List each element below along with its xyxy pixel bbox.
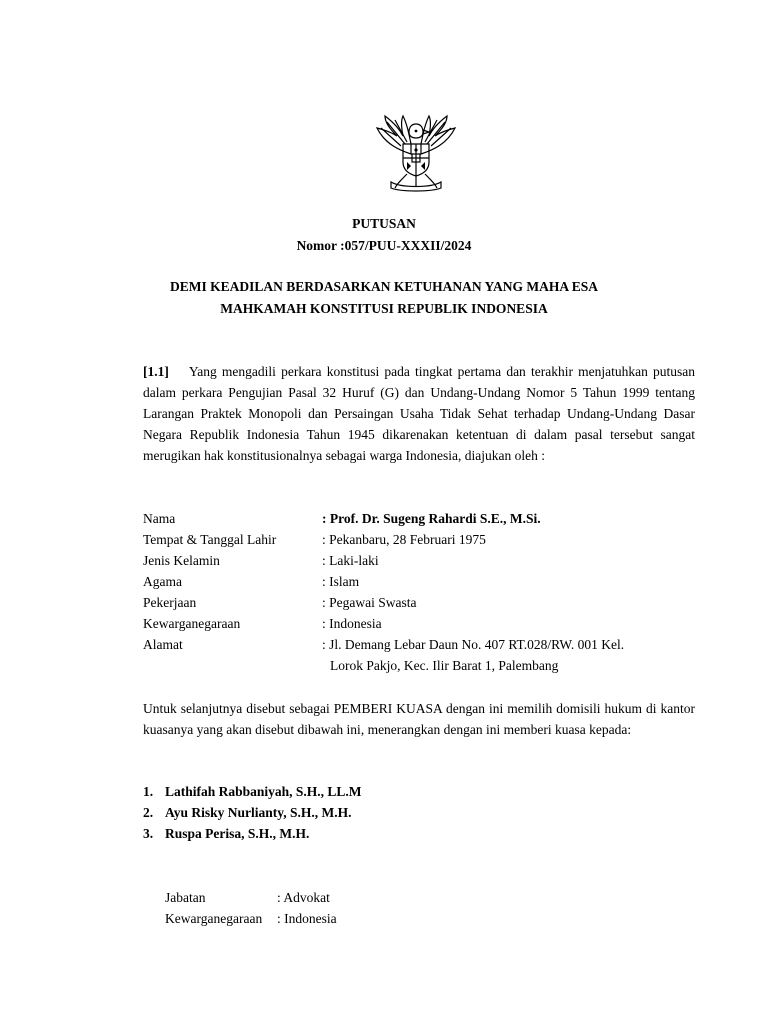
identity-value-alamat: : Jl. Demang Lebar Daun No. 407 RT.028/RW. 001 Kel.	[322, 637, 625, 652]
identity-value-agama: : Islam	[322, 574, 360, 589]
identity-label-alamat: Alamat	[143, 637, 183, 652]
identity-value-jenis-kelamin: : Laki-laki	[322, 553, 379, 568]
attorney-info-value-kewarganegaraan: : Indonesia	[277, 911, 337, 926]
identity-label-nama: Nama	[143, 511, 176, 526]
attorney-name: Ruspa Perisa, S.H., M.H.	[165, 826, 310, 841]
attorney-name: Lathifah Rabbaniyah, S.H., LL.M	[165, 784, 362, 799]
document-number: Nomor :057/PUU-XXXII/2024	[296, 238, 472, 253]
identity-label-kewarganegaraan: Kewarganegaraan	[143, 616, 241, 631]
header-line-1: DEMI KEADILAN BERDASARKAN KETUHANAN YANG MAHA ESA	[169, 279, 599, 294]
identity-value-alamat-line2: Lorok Pakjo, Kec. Ilir Barat 1, Palembang	[330, 658, 559, 673]
identity-label-jenis-kelamin: Jenis Kelamin	[143, 553, 220, 568]
document-title: PUTUSAN	[352, 216, 416, 231]
identity-label-agama: Agama	[143, 574, 182, 589]
attorney-name: Ayu Risky Nurlianty, S.H., M.H.	[165, 805, 352, 820]
identity-value-nama: : Prof. Dr. Sugeng Rahardi S.E., M.Si.	[322, 511, 541, 526]
identity-label-ttl: Tempat & Tanggal Lahir	[143, 532, 277, 547]
identity-value-kewarganegaraan: : Indonesia	[322, 616, 382, 631]
attorney-info-label-jabatan: Jabatan	[165, 890, 206, 905]
attorney-number: 3.	[143, 826, 154, 841]
attorney-info-value-jabatan: : Advokat	[277, 890, 330, 905]
intro-paragraph	[143, 361, 695, 466]
identity-value-pekerjaan: : Pegawai Swasta	[322, 595, 417, 610]
kuasa-paragraph: Untuk selanjutnya disebut sebagai PEMBERI KUASA dengan ini memilih domisili hukum di kantor kuasanya yang akan disebut dibawah ini, menerangkan dengan ini memberi kuasa kepada:	[143, 701, 695, 737]
header-line-2: MAHKAMAH KONSTITUSI REPUBLIK INDONESIA	[220, 301, 548, 316]
identity-value-ttl: : Pekanbaru, 28 Februari 1975	[322, 532, 486, 547]
identity-label-pekerjaan: Pekerjaan	[143, 595, 197, 610]
garuda-emblem-icon	[371, 114, 461, 192]
paragraph-tag: [1.1]	[143, 364, 169, 379]
attorney-number: 2.	[143, 805, 154, 820]
intro-text: Yang mengadili perkara konstitusi pada tingkat pertama dan terakhir menjatuhkan putusan dalam perkara Pengujian Pasal 32 Huruf (G) dan Undang-Undang Nomor 5 Tahun 1999 tentang Larangan Praktek Monopoli dan Persaingan Usaha Tidak Sehat terhadap Undang-Undang Dasar Negara Republik Indonesia Tahun 1945 dikarenakan ketentuan di dalam pasal tersebut sangat merugikan hak konstitusionalnya sebagai warga Indonesia, diajukan oleh :	[143, 364, 695, 463]
attorney-number: 1.	[143, 784, 154, 799]
attorney-info-label-kewarganegaraan: Kewarganegaraan	[165, 911, 263, 926]
